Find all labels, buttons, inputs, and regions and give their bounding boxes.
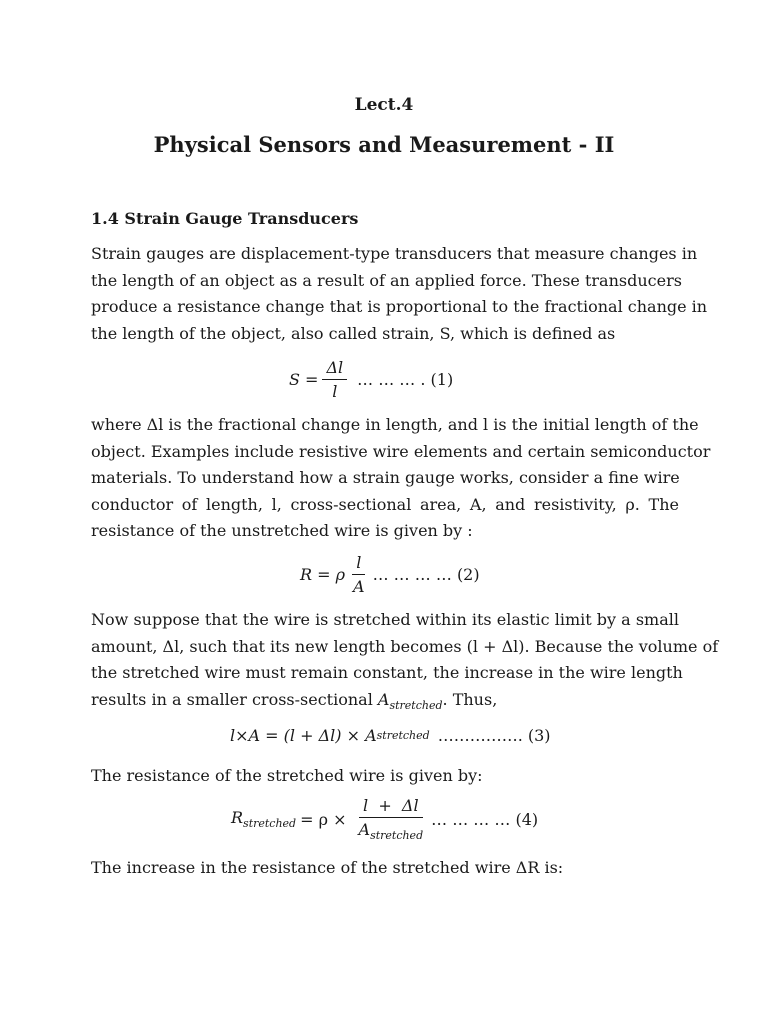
eq2-fraction xyxy=(349,553,369,596)
paragraph-1 xyxy=(91,241,708,347)
eq4-den-subscript: stretched xyxy=(370,829,424,843)
eq4-numerator: l + Δl xyxy=(359,796,423,818)
a-stretched-symbol xyxy=(377,689,443,712)
eq3-body: l×A = (l + Δl) × A xyxy=(230,726,377,745)
eq4-denominator xyxy=(355,818,428,842)
eq3-subscript: stretched xyxy=(376,729,430,742)
eq4-fraction xyxy=(355,796,428,842)
text-line: where Δl is the fractional change in length, and l is the initial length of the xyxy=(91,415,699,434)
eq4-den-base: A xyxy=(358,820,371,839)
text-line: the stretched wire must remain constant, the increase in the wire length xyxy=(91,663,683,682)
text-line: Strain gauges are displacement-type transducers that measure changes in xyxy=(91,244,698,263)
paragraph-2 xyxy=(91,412,711,545)
lecture-number: Lect.4 xyxy=(354,95,414,115)
paragraph-5 xyxy=(91,855,679,882)
eq2-denominator: A xyxy=(353,577,365,596)
eq4-lhs-subscript: stretched xyxy=(243,817,297,831)
text-segment: results in a smaller cross-sectional xyxy=(91,689,378,709)
eq1-denominator: l xyxy=(332,382,338,401)
eq1-numerator: Δl xyxy=(322,358,347,380)
section-heading: 1.4 Strain Gauge Transducers xyxy=(91,209,359,228)
text-line: Now suppose that the wire is stretched within its elastic limit by a small xyxy=(91,610,679,629)
eq2-numerator: l xyxy=(352,553,365,575)
equation-1 xyxy=(289,358,453,401)
text-line: The increase in the resistance of the stretched wire ΔR is: xyxy=(91,858,564,877)
text-line: resistance of the unstretched wire is given by : xyxy=(91,521,473,540)
text-line: conductor of length, l, cross-sectional area, A, and resistivity, ρ. The xyxy=(91,494,679,514)
paragraph-3 xyxy=(91,607,719,719)
eq3-label: ……………. (3) xyxy=(437,726,551,745)
eq4-lhs xyxy=(231,808,296,830)
text-line: object. Examples include resistive wire elements and certain semiconductor xyxy=(91,441,711,461)
equation-2 xyxy=(300,553,480,596)
text-line: produce a resistance change that is proportional to the fractional change in xyxy=(91,297,708,316)
text-segment: . Thus, xyxy=(442,689,498,709)
text-line: the length of the object, also called strain, S, which is defined as xyxy=(91,323,616,343)
paragraph-4 xyxy=(91,763,679,790)
text-line: The resistance of the stretched wire is given by: xyxy=(91,766,483,785)
eq1-lhs: S = xyxy=(289,370,319,389)
eq2-lhs: R = ρ xyxy=(300,565,346,584)
eq4-label: … … … … (4) xyxy=(431,809,539,829)
eq1-label: … … … . (1) xyxy=(357,370,454,389)
symbol-base: A xyxy=(377,689,390,709)
eq2-label: … … … … (2) xyxy=(372,565,480,584)
text-line xyxy=(91,687,679,720)
text-line: the length of an object as a result of an applied force. These transducers xyxy=(91,270,682,290)
equation-3 xyxy=(230,726,551,745)
equation-4 xyxy=(231,796,538,842)
eq1-fraction xyxy=(322,358,347,401)
text-line: amount, Δl, such that its new length becomes (l + Δl). Because the volume of xyxy=(91,636,719,656)
text-line: materials. To understand how a strain gauge works, consider a fine wire xyxy=(91,468,680,487)
eq4-lhs-base: R xyxy=(231,808,244,827)
eq4-operator: = ρ × xyxy=(300,809,347,829)
page-title: Physical Sensors and Measurement - II xyxy=(153,132,615,157)
symbol-subscript: stretched xyxy=(389,698,443,712)
